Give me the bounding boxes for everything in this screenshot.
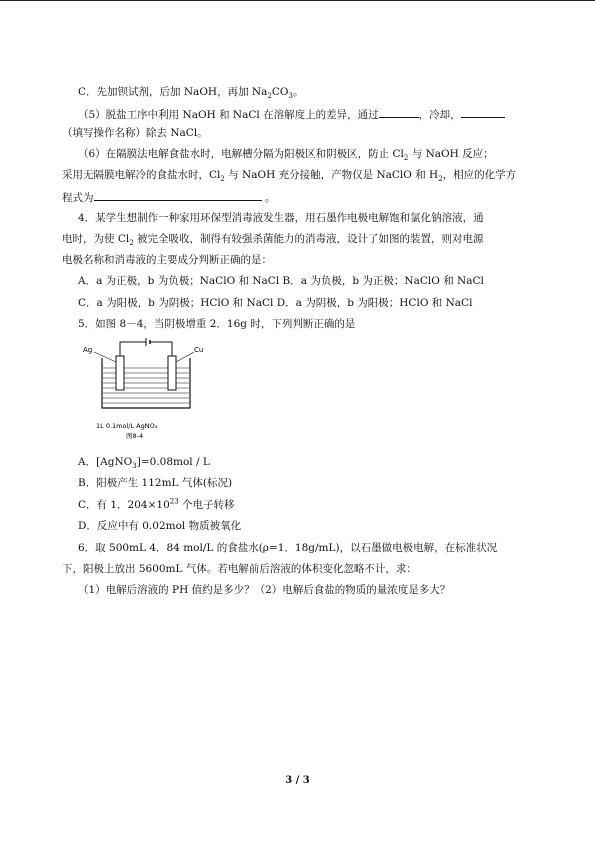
fill-blank[interactable] (94, 189, 262, 201)
p5-text: 5．如图 8－4，当阴极增重 2．16g 时，下列判断正确的是 (78, 318, 356, 330)
option-c-text-tail: CO (271, 86, 289, 98)
q5-text-3: （填写操作名称）除去 NaCl。 (62, 127, 208, 139)
figure-caption-solution: 1L 0.1mol/L AgNO₃ (96, 422, 158, 430)
p6-text: 下，阳极上放出 5600mL 气体。若电解前后溶液的体积变化忽略不计，求： (62, 563, 417, 575)
q6-text: 与 NaOH 反应； (408, 148, 494, 160)
q5-text: （5）脱盐工序中利用 NaOH 和 NaCl 在溶解度上的差异，通过 (78, 109, 379, 121)
p4-line-1 (78, 211, 484, 225)
p6-text: 6．取 500mL 4．84 mol/L 的食盐水(ρ=1．18g/mL)，以石墨做电极电解，在标准状况 (78, 542, 498, 554)
p5-option-a (78, 455, 210, 469)
q6-text: （6）在隔膜法电解食盐水时，电解槽分隔为阳极区和阴极区，防止 Cl (78, 148, 404, 160)
subscript: 2 (267, 92, 272, 101)
p4-line-3 (62, 253, 272, 267)
q6-text: ，相应的化学方 (442, 169, 517, 181)
p5-line (78, 317, 355, 331)
q6-line-3 (62, 189, 275, 205)
right-electrode-label: Cu (194, 346, 204, 354)
fill-blank[interactable] (379, 106, 419, 118)
q6-text: 程式为 (62, 192, 94, 204)
p4-options-cd (78, 296, 472, 310)
p4-options-ab (78, 274, 484, 288)
figure-caption-number: 图8-4 (126, 432, 144, 440)
page-number: 3 / 3 (285, 775, 310, 786)
q5-text-2: ，冷却， (418, 109, 461, 121)
p5-option-text: A．[AgNO (78, 456, 133, 468)
p5-option-d (78, 519, 241, 533)
p4-text: 被完全吸收，制得有较强杀菌能力的消毒液，设计了如图的装置，则对电源 (133, 233, 484, 245)
p4-options: C．a 为阳极，b 为阴极；HClO 和 NaCl D．a 为阴极，b 为阳极；HClO 和 NaCl (78, 297, 473, 309)
q5-line (78, 106, 505, 122)
q6-text: 与 NaOH 充分接触，产物仅是 NaClO 和 H (224, 169, 439, 181)
p6-line-1 (78, 541, 497, 555)
p4-text: 电时，为使 Cl (62, 233, 130, 245)
option-c-text: C．先加钡试剂，后加 NaOH，再加 Na (78, 86, 268, 98)
subscript: 2 (129, 239, 134, 248)
q6-text: 。 (261, 192, 276, 204)
p4-text: 电极名称和消毒液的主要成分判断正确的是： (62, 254, 272, 266)
subscript: 3 (132, 462, 137, 471)
p6-line-2 (62, 562, 417, 576)
p5-option-text: C．有 1．204×10 (78, 499, 170, 511)
p6-text: （1）电解后溶液的 PH 值约是多少？（2）电解后食盐的物质的量浓度是多大？ (78, 584, 451, 596)
q6-line-2 (62, 168, 516, 182)
electrolysis-diagram (82, 338, 212, 448)
p4-text: 4．某学生想制作一种家用环保型消毒液发生器，用石墨作电极电解饱和氯化钠溶液，通 (78, 212, 484, 224)
option-c-line (78, 85, 303, 99)
subscript: 2 (220, 175, 225, 184)
subscript: 2 (403, 154, 409, 163)
p4-line-2 (62, 232, 484, 246)
p5-option-text: B．阳极产生 112mL 气体(标况) (78, 477, 233, 489)
p6-line-3 (78, 583, 450, 597)
fill-blank[interactable] (461, 106, 505, 118)
p5-option-b (78, 476, 232, 490)
p5-option-text: 个电子转移 (178, 499, 235, 511)
option-c-end: 。 (292, 86, 304, 98)
header-rule (0, 0, 595, 1)
p5-option-c (78, 498, 235, 512)
q6-text: 采用无隔膜电解冷的食盐水时，Cl (62, 169, 221, 181)
electrolysis-figure (82, 338, 212, 448)
p4-options: A．a 为正极，b 为负极；NaClO 和 NaCl B．a 为负极，b 为正极；NaClO 和 NaCl (78, 275, 484, 287)
superscript: 23 (169, 497, 179, 506)
q5-line-2 (62, 126, 208, 140)
q6-line-1 (78, 147, 494, 161)
subscript: 3 (288, 92, 293, 101)
subscript: 2 (438, 175, 443, 184)
p5-option-text: ]=0.08mol / L (136, 456, 210, 468)
p5-option-text: D．反应中有 0.02mol 物质被氧化 (78, 520, 242, 532)
left-electrode-label: Ag (83, 346, 93, 354)
